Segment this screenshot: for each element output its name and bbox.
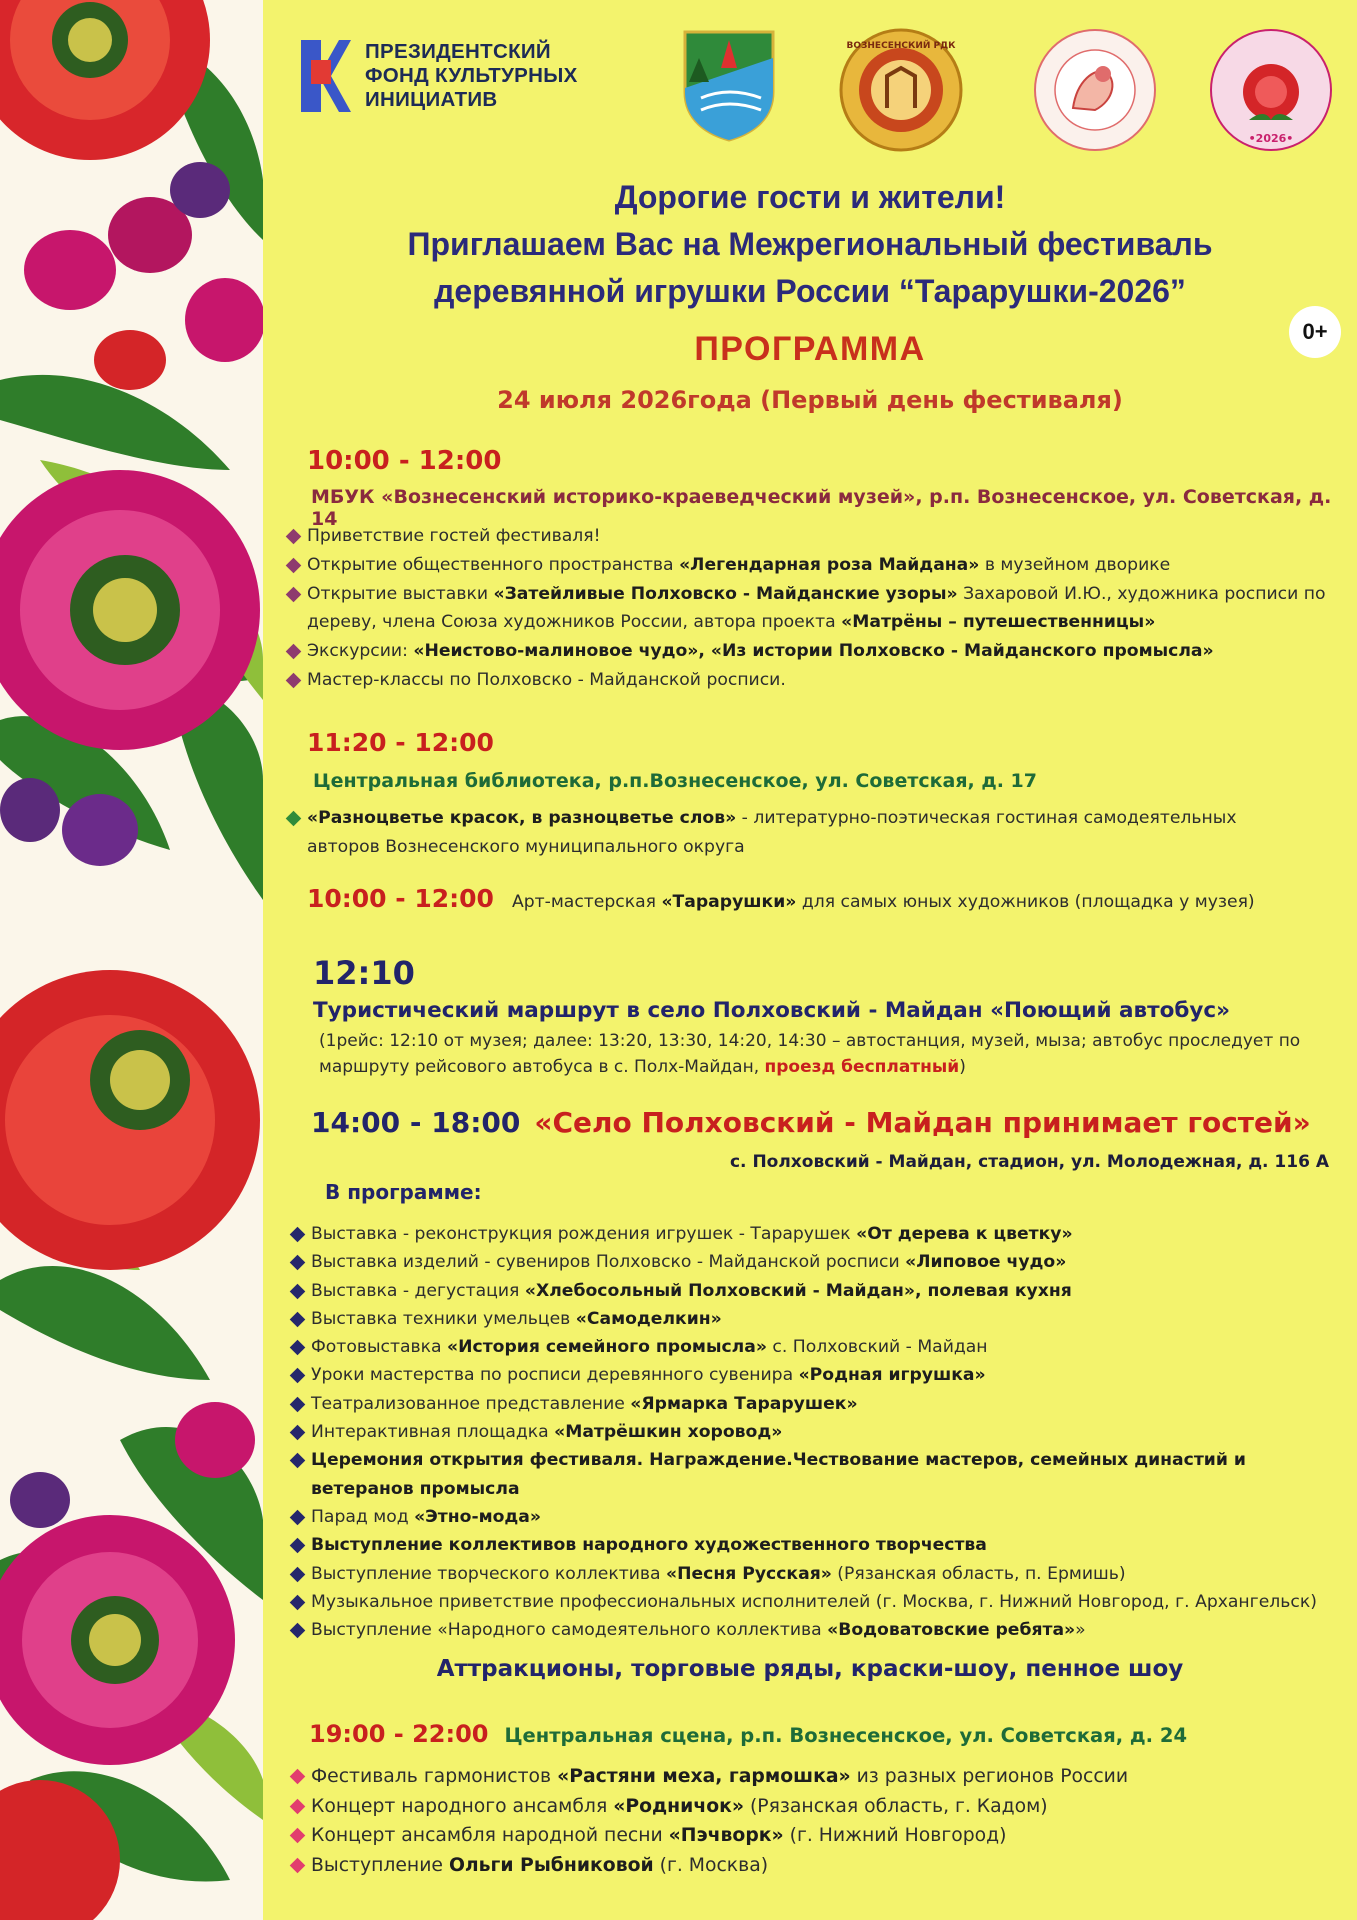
list-item-continued: авторов Вознесенского муниципального округа: [307, 836, 745, 857]
list-item: Фотовыставка «История семейного промысла» с. Полховский - Майдан: [289, 1333, 1349, 1361]
block2-time: 11:20 - 12:00: [307, 728, 494, 757]
list-item: «Разноцветье красок, в разноцветье слов» - литературно-поэтическая гостиная самодеятельных: [285, 804, 1345, 833]
diamond-bullet-icon: [290, 1798, 306, 1814]
block5-title: «Село Полховский - Майдан принимает гостей»: [534, 1106, 1311, 1139]
diamond-bullet-icon: [286, 811, 302, 827]
poster-content: [263, 0, 1357, 1920]
block4-note-line: (1рейс: 12:10 от музея; далее: 13:20, 13:30, 14:20, 14:30 – автостанция, музей, мыза; автобус проследует по: [319, 1031, 1301, 1051]
list-item: Выступление творческого коллектива «Песня Русская» (Рязанская область, п. Ермишь): [289, 1560, 1349, 1588]
diamond-bullet-icon: [290, 1595, 306, 1611]
diamond-bullet-icon: [290, 1857, 306, 1873]
diamond-bullet-icon: [290, 1227, 306, 1243]
pfki-line: ПРЕЗИДЕНТСКИЙ: [365, 40, 551, 63]
block5-list: [289, 1220, 1349, 1644]
pfki-line: ИНИЦИАТИВ: [365, 88, 498, 111]
diamond-bullet-icon: [290, 1538, 306, 1554]
pfki-logo: [295, 38, 578, 114]
list-item: Фестиваль гармонистов «Растяни меха, гармошка» из разных регионов России: [289, 1762, 1349, 1792]
list-item: Мастер-классы по Полховско - Майданской росписи.: [285, 666, 1345, 695]
program-title: ПРОГРАММА: [694, 330, 926, 368]
list-item: Выставка - дегустация «Хлебосольный Полховский - Майдан», полевая кухня: [289, 1277, 1349, 1305]
pfki-line: ФОНД КУЛЬТУРНЫХ: [365, 64, 578, 87]
culture-house-logo-icon: [1033, 28, 1157, 152]
block1-list: [285, 522, 1345, 695]
diamond-bullet-icon: [286, 558, 302, 574]
block6-list: [289, 1762, 1349, 1880]
block2-venue: Центральная библиотека, р.п.Вознесенское, ул. Советская, д. 17: [313, 770, 1037, 792]
diamond-bullet-icon: [290, 1623, 306, 1639]
list-item: Театрализованное представление «Ярмарка Тарарушек»: [289, 1390, 1349, 1418]
list-item: Открытие выставки «Затейливые Полховско - Майданские узоры» Захаровой И.Ю., художника росписи по: [285, 580, 1345, 609]
attractions-line: Аттракционы, торговые ряды, краски-шоу, пенное шоу: [436, 1656, 1184, 1682]
logo-row: [263, 28, 1357, 148]
diamond-bullet-icon: [290, 1769, 306, 1785]
block5-address: с. Полховский - Майдан, стадион, ул. Молодежная, д. 116 А: [729, 1152, 1329, 1172]
block4-title: Туристический маршрут в село Полховский - Майдан «Поющий автобус»: [313, 998, 1231, 1023]
block2-list: [285, 804, 1345, 862]
coat-of-arms-icon: [681, 28, 777, 142]
diamond-bullet-icon: [286, 673, 302, 689]
list-item: Выступление коллективов народного художественного творчества: [289, 1531, 1349, 1559]
list-item: Выставка техники умельцев «Самоделкин»: [289, 1305, 1349, 1333]
block4-note-line2: маршруту рейсового автобуса в с. Полх-Майдан, проезд бесплатный): [319, 1057, 966, 1077]
block4-time: 12:10: [313, 954, 415, 992]
diamond-bullet-icon: [286, 586, 302, 602]
pfki-text: [365, 40, 578, 112]
program-date: 24 июля 2026года (Первый день фестиваля): [497, 386, 1123, 414]
block1-venue: МБУК «Вознесенский историко-краеведческий музей», р.п. Вознесенское, ул. Советская, д. 14: [311, 486, 1332, 530]
block6-venue: Центральная сцена, р.п. Вознесенское, ул. Советская, д. 24: [504, 1724, 1188, 1747]
list-item: Уроки мастерства по росписи деревянного сувенира «Родная игрушка»: [289, 1361, 1349, 1389]
festival-name-line: деревянной игрушки России “Тарарушки-2026”: [434, 273, 1186, 309]
block4-note: [319, 1028, 1349, 1080]
pfki-k-icon: [295, 38, 353, 114]
greeting-line: Дорогие гости и жители!: [614, 179, 1006, 215]
list-item: Выставка изделий - сувениров Полховско - Майданской росписи «Липовое чудо»: [289, 1248, 1349, 1276]
list-item-continued: ветеранов промысла: [311, 1478, 520, 1499]
diamond-bullet-icon: [290, 1425, 306, 1441]
invitation-line: Приглашаем Вас на Межрегиональный фестиваль: [407, 226, 1213, 262]
list-item: Приветствие гостей фестиваля!: [285, 522, 1345, 551]
block3-time: 10:00 - 12:00: [307, 884, 494, 913]
list-item: Интерактивная площадка «Матрёшкин хоровод»: [289, 1418, 1349, 1446]
diamond-bullet-icon: [290, 1283, 306, 1299]
block3-text: Арт-мастерская «Тарарушки» для самых юных художников (площадка у музея): [511, 892, 1255, 912]
diamond-bullet-icon: [290, 1453, 306, 1469]
list-item: Музыкальное приветствие профессиональных исполнителей (г. Москва, г. Нижний Новгород, г. Архангельск): [289, 1588, 1349, 1616]
diamond-bullet-icon: [290, 1566, 306, 1582]
list-item: Выступление «Народного самодеятельного коллектива «Водоватовские ребята»»: [289, 1616, 1349, 1644]
block5-subtitle: В программе:: [325, 1180, 482, 1204]
list-item: Церемония открытия фестиваля. Награждение.Чествование мастеров, семейных династий и: [289, 1446, 1349, 1474]
festival-logo-icon: [1209, 28, 1333, 152]
list-item: Выставка - реконструкция рождения игрушек - Тарарушек «От дерева к цветку»: [289, 1220, 1349, 1248]
diamond-bullet-icon: [290, 1397, 306, 1413]
diamond-bullet-icon: [286, 644, 302, 660]
svg-text:•2026•: •2026•: [1248, 132, 1294, 145]
diamond-bullet-icon: [290, 1368, 306, 1384]
list-item: Открытие общественного пространства «Легендарная роза Майдана» в музейном дворике: [285, 551, 1345, 580]
diamond-bullet-icon: [290, 1828, 306, 1844]
svg-text:ВОЗНЕСЕНСКИЙ РДК: ВОЗНЕСЕНСКИЙ РДК: [846, 41, 956, 51]
list-item: Парад мод «Этно-мода»: [289, 1503, 1349, 1531]
block5-time: 14:00 - 18:00: [311, 1106, 521, 1139]
list-item: Концерт ансамбля народной песни «Пэчворк» (г. Нижний Новгород): [289, 1821, 1349, 1851]
block5-header: [311, 1106, 1311, 1139]
list-item: Выступление Ольги Рыбниковой (г. Москва): [289, 1851, 1349, 1881]
age-rating-badge: 0+: [1289, 306, 1341, 358]
block3: [307, 884, 1255, 913]
block1-time: 10:00 - 12:00: [307, 446, 502, 476]
diamond-bullet-icon: [290, 1340, 306, 1356]
list-item-continued: дереву, члена Союза художников России, автора проекта «Матрёны – путешественницы»: [307, 612, 1156, 633]
diamond-bullet-icon: [286, 529, 302, 545]
diamond-bullet-icon: [290, 1312, 306, 1328]
block6-header: [309, 1720, 1187, 1748]
floral-decoration: [0, 0, 263, 1920]
block6-time: 19:00 - 22:00: [309, 1720, 489, 1748]
museum-logo-icon: [839, 28, 963, 152]
diamond-bullet-icon: [290, 1510, 306, 1526]
list-item: Концерт народного ансамбля «Родничок» (Рязанская область, г. Кадом): [289, 1792, 1349, 1822]
list-item: Экскурсии: «Неистово-малиновое чудо», «Из истории Полховско - Майданского промысла»: [285, 637, 1345, 666]
diamond-bullet-icon: [290, 1255, 306, 1271]
